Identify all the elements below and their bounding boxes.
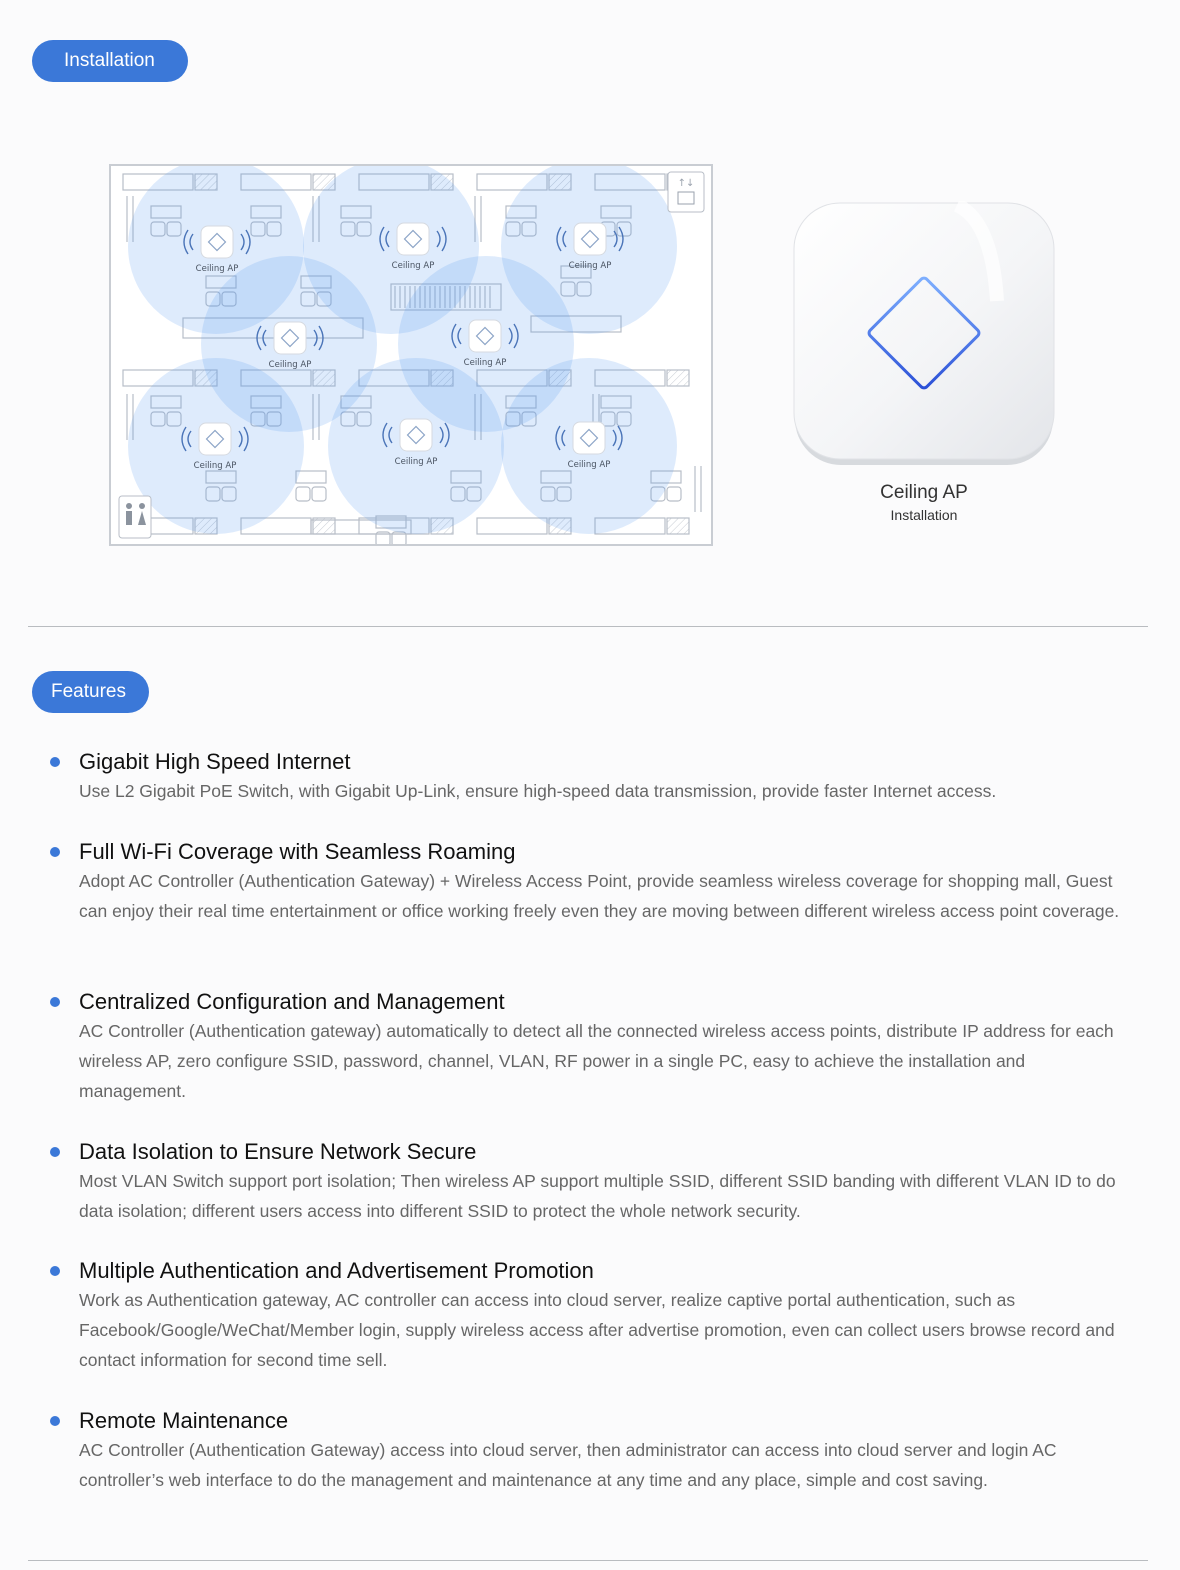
ceiling-ap-label: Ceiling AP <box>195 264 239 274</box>
feature-title: Data Isolation to Ensure Network Secure <box>79 1139 477 1164</box>
restroom-icon <box>119 496 151 538</box>
ceiling-ap-device-svg <box>792 201 1056 467</box>
feature-item <box>48 988 1128 1106</box>
bullet-icon <box>50 1147 60 1157</box>
device-subtitle: Installation <box>890 507 958 523</box>
bullet-icon <box>50 997 60 1007</box>
svg-text:↑↓: ↑↓ <box>677 178 695 189</box>
feature-description: Adopt AC Controller (Authentication Gateway) + Wireless Access Point, provide seamless wireless coverage for shopping mall, Guest can enjoy their real time entertainment or office working freely even they are moving between different wireless access point coverage. <box>79 871 1120 921</box>
feature-title: Centralized Configuration and Management <box>79 989 505 1014</box>
bullet-icon <box>50 1416 60 1426</box>
ceiling-ap-label: Ceiling AP <box>568 261 612 271</box>
device-title: Ceiling AP <box>880 482 968 503</box>
feature-description: AC Controller (Authentication gateway) automatically to detect all the connected wireless access points, distribute IP address for each wireless AP, zero configure SSID, password, channel, VLAN, RF power in a single PC, easy to achieve the installation and management. <box>79 1021 1114 1101</box>
feature-title: Full Wi-Fi Coverage with Seamless Roaming <box>79 839 516 864</box>
ceiling-ap-label: Ceiling AP <box>463 358 507 368</box>
coverage-circles <box>128 166 677 534</box>
floor-plan-diagram <box>109 164 713 546</box>
feature-item <box>48 1257 1128 1375</box>
feature-item <box>48 1407 1128 1495</box>
ceiling-ap-device-image <box>792 201 1056 467</box>
feature-description: AC Controller (Authentication Gateway) access into cloud server, then administrator can access into cloud server and login AC controller’s web interface to do the management and maintenance at any time and any place, simple and cost saving. <box>79 1440 1057 1490</box>
bullet-icon <box>50 1266 60 1276</box>
feature-item <box>48 1138 1128 1226</box>
floor-plan-svg <box>111 166 711 544</box>
feature-description: Most VLAN Switch support port isolation; Then wireless AP support multiple SSID, different SSID banding with different VLAN ID to do data isolation; different users access into different SSID to protect the whole network security. <box>79 1171 1116 1221</box>
feature-title: Gigabit High Speed Internet <box>79 749 351 774</box>
feature-title: Multiple Authentication and Advertisement Promotion <box>79 1258 594 1283</box>
feature-description: Work as Authentication gateway, AC controller can access into cloud server, realize captive portal authentication, such as Facebook/Google/WeChat/Member login, supply wireless access after advertise promotion, even can collect users browse record and contact information for second time sell. <box>79 1290 1115 1370</box>
ceiling-ap-label: Ceiling AP <box>394 457 438 467</box>
ceiling-ap-label: Ceiling AP <box>567 460 611 470</box>
feature-title: Remote Maintenance <box>79 1408 289 1433</box>
feature-description: Use L2 Gigabit PoE Switch, with Gigabit Up-Link, ensure high-speed data transmission, provide faster Internet access. <box>79 781 997 801</box>
bullet-icon <box>50 847 60 857</box>
installation-section-label: Installation <box>32 40 188 82</box>
ceiling-ap-label: Ceiling AP <box>268 360 312 370</box>
bottom-divider <box>28 1560 1148 1561</box>
feature-item <box>48 838 1128 926</box>
section-divider <box>28 626 1148 627</box>
bullet-icon <box>50 757 60 767</box>
features-section-label: Features <box>32 671 149 713</box>
elevator-icon <box>668 172 704 212</box>
ceiling-ap-label: Ceiling AP <box>391 261 435 271</box>
ceiling-ap-label: Ceiling AP <box>193 461 237 471</box>
feature-item <box>48 748 1128 806</box>
